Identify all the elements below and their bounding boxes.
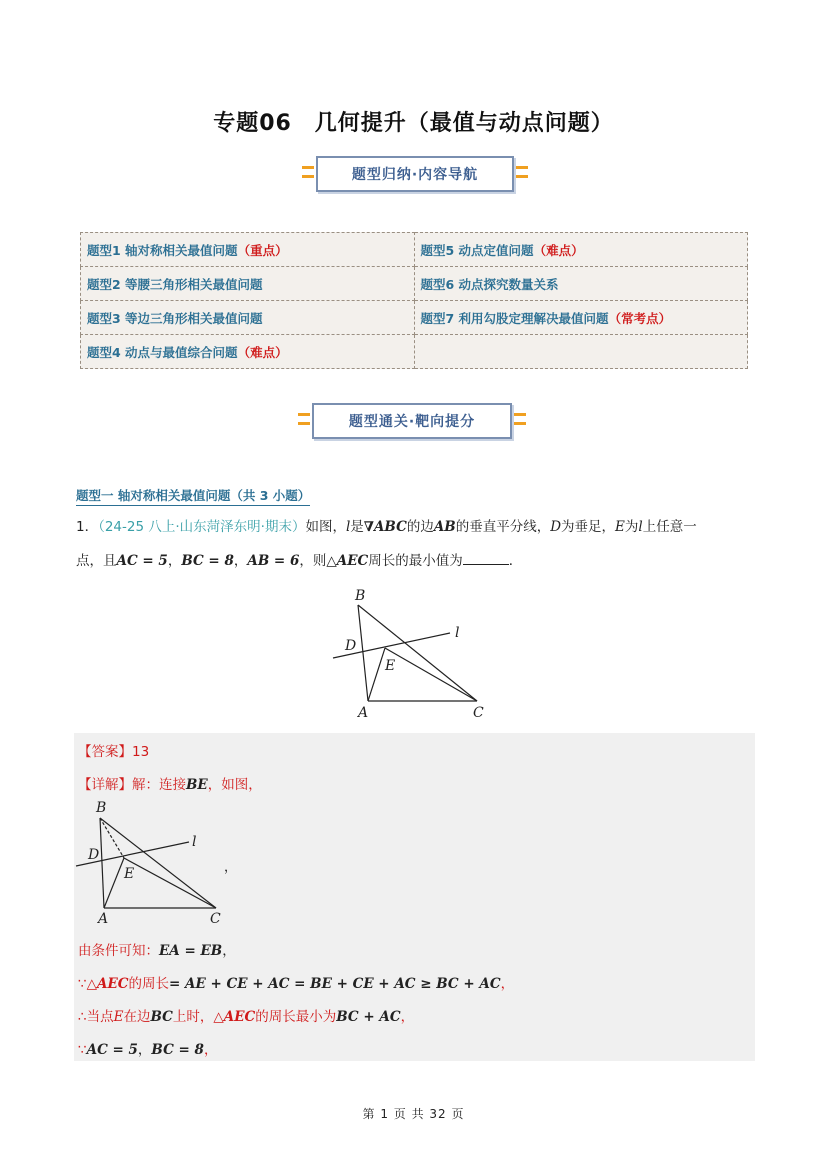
math-ac-5: AC = 5 [116, 553, 168, 569]
table-row [81, 335, 748, 369]
question-text: 如图， [305, 519, 346, 535]
nav-cell[interactable] [81, 335, 415, 369]
label-b: B [96, 800, 107, 816]
solution-text: ， [137, 1042, 152, 1058]
detail-text: ，如图， [207, 777, 262, 793]
math-aec: AEC [96, 976, 129, 992]
nav-cell[interactable] [81, 233, 415, 267]
question-text: 周长的最小值为 [368, 553, 463, 569]
table-row [81, 233, 748, 267]
label-c: C [210, 911, 221, 927]
segment-ae [368, 648, 385, 701]
math-ac-5: AC = 5 [86, 1042, 138, 1058]
solution-line-1 [78, 939, 236, 959]
banner-left-mark [302, 175, 314, 178]
question-text: 的垂直平分线， [455, 519, 551, 535]
question-source: （24-25 八上·山东菏泽东明·期末） [98, 519, 306, 535]
solution-text: ， [203, 1042, 218, 1058]
nav-cell-label: 题型2 等腰三角形相关最值问题 [87, 276, 263, 292]
answer-label: 【答案】 [78, 744, 132, 760]
label-d: D [345, 638, 357, 654]
math-bc-8: BC = 8 [151, 1042, 204, 1058]
solution-text: 在边 [123, 1009, 151, 1025]
label-c: C [473, 705, 484, 721]
nav-cell-label: 题型1 轴对称相关最值问题 [87, 242, 238, 258]
nav-banner-label: 题型归纳·内容导航 [316, 156, 514, 192]
segment-ab [358, 605, 368, 701]
solution-text: 的周长最小为 [255, 1009, 337, 1025]
math-triangle-aec: △AEC [326, 553, 369, 569]
nav-cell-label: 题型6 动点探究数量关系 [420, 276, 559, 292]
math-ab: AB [433, 519, 456, 535]
banner-right-mark [514, 413, 526, 416]
solution-text: ∵△ [78, 976, 97, 992]
nav-cell-label: 题型7 利用勾股定理解决最值问题 [420, 310, 609, 326]
question-text: 为垂足， [561, 519, 616, 535]
label-a: A [358, 705, 369, 721]
nav-banner [302, 156, 528, 190]
nav-cell[interactable] [414, 301, 748, 335]
question-number: 1． [76, 519, 99, 535]
math-aec: AEC [223, 1009, 256, 1025]
label-e: E [385, 658, 396, 674]
nav-cell[interactable] [81, 267, 415, 301]
math-e: E [615, 519, 625, 535]
math-l: l [345, 519, 351, 535]
question-text: 为 [624, 519, 639, 535]
nav-cell-label: 题型4 动点与最值综合问题 [87, 344, 238, 360]
solution-text: ∴当点 [78, 1009, 114, 1025]
question-text: 的边 [406, 519, 434, 535]
table-row [81, 267, 748, 301]
nav-cell-tag: （重点） [237, 242, 288, 258]
question-text: ， [167, 553, 182, 569]
question-text: 是 [350, 519, 364, 535]
section-title[interactable]: 题型一 轴对称相关最值问题（共 3 小题） [76, 486, 310, 506]
answer-blank[interactable] [463, 550, 509, 565]
practice-banner [298, 403, 526, 437]
banner-right-mark [516, 166, 528, 169]
banner-right-mark [514, 422, 526, 425]
topic-navigation-table [80, 232, 748, 369]
math-bc-8: BC = 8 [181, 553, 234, 569]
detail-text: 解：连接 [132, 777, 186, 793]
detail-line [78, 773, 262, 793]
table-row [81, 301, 748, 335]
math-triangle-abc: ∇ABC [363, 519, 407, 535]
detail-label: 【详解】 [78, 777, 132, 793]
solution-line-3 [78, 1005, 414, 1025]
question-figure [325, 585, 495, 725]
solution-text: ∵ [78, 1042, 87, 1058]
banner-left-mark [298, 422, 310, 425]
solution-text: 上时，△ [172, 1009, 224, 1025]
math-bc: BC [150, 1009, 173, 1025]
label-e: E [124, 866, 135, 882]
math-e: E [113, 1009, 124, 1025]
page-footer: 第 1 页 共 32 页 [362, 1107, 465, 1121]
label-l: l [192, 834, 197, 850]
label-b: B [355, 588, 366, 604]
math-d: D [550, 519, 562, 535]
answer-line [78, 740, 149, 760]
label-d: D [88, 847, 100, 863]
math-ea-eb: EA = EB [159, 943, 223, 959]
label-l: l [455, 625, 460, 641]
question-text: ． [508, 553, 523, 569]
question-text: ，则 [299, 553, 327, 569]
segment-ec [385, 648, 477, 701]
answer-figure [74, 798, 234, 928]
banner-left-mark [298, 413, 310, 416]
solution-text: ， [400, 1009, 415, 1025]
answer-value: 13 [132, 744, 150, 760]
nav-cell[interactable] [414, 233, 748, 267]
nav-cell-label: 题型3 等边三角形相关最值问题 [87, 310, 263, 326]
segment-bc [100, 818, 216, 908]
math-l: l [638, 519, 643, 535]
solution-text: ， [500, 976, 515, 992]
question-1 [76, 510, 756, 578]
solution-text: ， [222, 943, 236, 959]
banner-right-mark [516, 175, 528, 178]
math-ab-6: AB = 6 [247, 553, 300, 569]
page-title: 专题06 几何提升（最值与动点问题） [213, 111, 614, 136]
nav-cell-label: 题型5 动点定值问题 [420, 242, 534, 258]
banner-left-mark [302, 166, 314, 169]
segment-ec [124, 858, 216, 908]
segment-ae [104, 858, 124, 908]
math-perimeter: = AE + CE + AC = BE + CE + AC ≥ BC + AC [169, 976, 501, 992]
question-text: 点，且 [76, 553, 117, 569]
nav-cell-empty [414, 335, 748, 369]
practice-banner-label: 题型通关·靶向提分 [312, 403, 512, 439]
nav-cell-tag: （难点） [237, 344, 288, 360]
question-text: 上任意一 [642, 519, 697, 535]
label-a: A [98, 911, 109, 927]
nav-cell[interactable] [81, 301, 415, 335]
solution-text: 的周长 [128, 976, 169, 992]
segment-be-dashed [100, 818, 124, 858]
question-text: ， [233, 553, 248, 569]
nav-cell-tag: （难点） [533, 242, 584, 258]
math-bc-ac: BC + AC [336, 1009, 401, 1025]
solution-line-4 [78, 1038, 217, 1058]
figure-comma: ， [224, 860, 238, 875]
nav-cell-tag: （常考点） [608, 310, 672, 326]
segment-ab [100, 818, 104, 908]
solution-text: 由条件可知： [78, 943, 159, 959]
math-be: BE [186, 777, 208, 793]
segment-bc [358, 605, 477, 701]
nav-cell[interactable] [414, 267, 748, 301]
solution-line-2 [78, 972, 514, 992]
